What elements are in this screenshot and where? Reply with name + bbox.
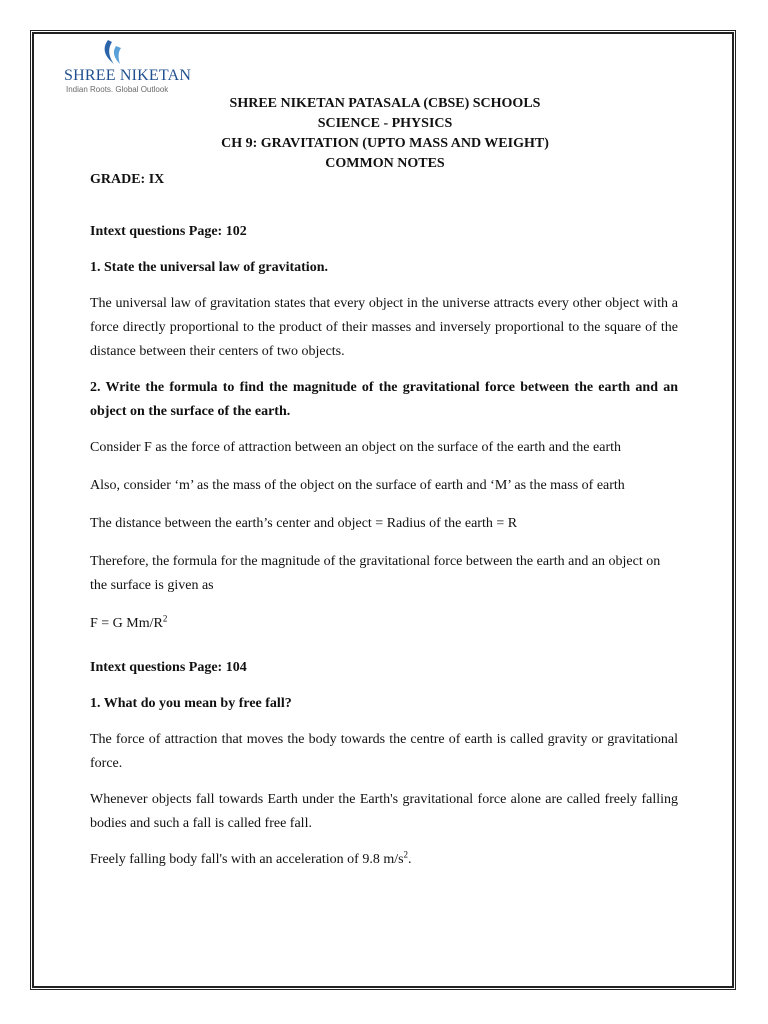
- formula-base: F = G Mm/R: [90, 616, 163, 631]
- section1-question-1: 1. State the universal law of gravitation.: [90, 260, 328, 275]
- section2-heading: Intext questions Page: 104: [90, 660, 247, 675]
- document-header: [90, 94, 680, 174]
- formula: [90, 612, 678, 636]
- section2-answer-1-p3: [90, 848, 678, 872]
- section1-answer-1: The universal law of gravitation states that every object in the universe attracts every other object with a force directly proportional to the product of their masses and inversely proportional to the square of the distance between their centers of two objects.: [90, 296, 678, 359]
- school-logo: [64, 38, 194, 98]
- section1-answer-2-p1: Consider F as the force of attraction between an object on the surface of the earth and the earth: [90, 440, 622, 455]
- section1-answer-2-p4: Therefore, the formula for the magnitude of the gravitational force between the earth and an object on the surface is given as: [90, 554, 661, 593]
- grade-label: GRADE: IX: [90, 172, 165, 187]
- acceleration-exponent: 2: [403, 849, 409, 860]
- section2-answer-1-p2: Whenever objects fall towards Earth under the Earth's gravitational force alone are called freely falling bodies and such a fall is called free fall.: [90, 792, 678, 831]
- section1-answer-2-p3: The distance between the earth’s center and object = Radius of the earth = R: [90, 516, 518, 531]
- section1-answer-2-p2: Also, consider ‘m’ as the mass of the object on the surface of earth and ‘M’ as the mass of earth: [90, 478, 625, 493]
- logo-tagline: Indian Roots. Global Outlook: [66, 85, 169, 94]
- header-subject: SCIENCE - PHYSICS: [317, 116, 453, 131]
- section1-heading: Intext questions Page: 102: [90, 224, 247, 239]
- section2-question-1: 1. What do you mean by free fall?: [90, 696, 292, 711]
- notes-content: [90, 220, 678, 872]
- header-chapter: CH 9: GRAVITATION (UPTO MASS AND WEIGHT): [221, 136, 549, 151]
- acceleration-text: Freely falling body fall's with an acceleration of 9.8 m/s: [90, 852, 404, 867]
- header-notes-type: COMMON NOTES: [325, 156, 445, 171]
- logo-flame-icon: [94, 38, 134, 68]
- formula-exponent: 2: [162, 613, 168, 624]
- section2-answer-1-p1: The force of attraction that moves the body towards the centre of earth is called gravity or gravitational force.: [90, 732, 678, 771]
- acceleration-period: .: [408, 852, 412, 867]
- header-school-name: SHREE NIKETAN PATASALA (CBSE) SCHOOLS: [229, 96, 541, 111]
- logo-name: SHREE NIKETAN: [64, 67, 192, 84]
- section1-question-2: 2. Write the formula to find the magnitude of the gravitational force between the earth and an object on the surface of the earth.: [90, 380, 678, 419]
